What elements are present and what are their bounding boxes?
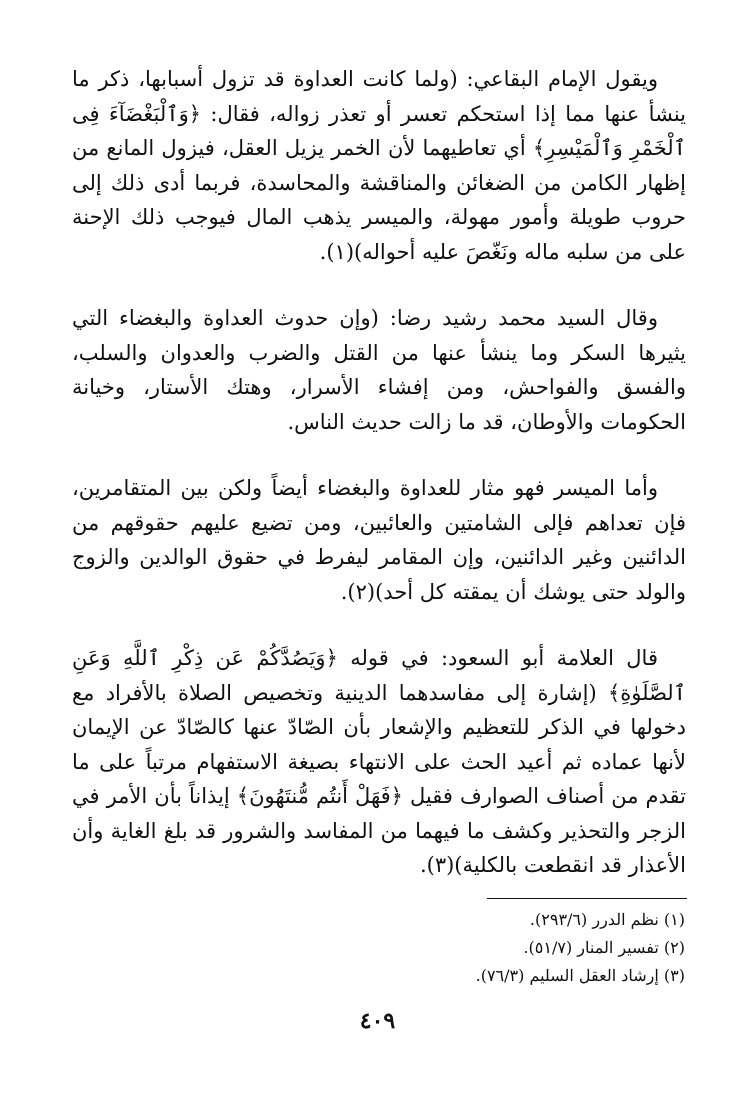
paragraph-rashid-rida: وقال السيد محمد رشيد رضا: (وإن حدوث العداوة والبغضاء التي يثيرها السكر وما ينشأ عنها من القتل والضرب والعدوان والسلب، والفسق والفواحش، ومن إفشاء الأسرار، وهتك الأستار، وخيانة الحكومات والأوطان، قد ما زالت حديث الناس. bbox=[72, 306, 686, 434]
paragraph-abu-saud: قال العلامة أبو السعود: في قوله ﴿وَيَصُدَّكُمْ عَن ذِكْرِ ٱللَّهِ وَعَنِ ٱلصَّلَوٰةِ﴾ (إشارة إلى مفاسدهما الدينية وتخصيص الصلاة بالأفراد مع دخولها في الذكر للتعظيم والإشعار بأن الصّادّ عنها كالصّادّ عن الإيمان لأنها عماده ثم أعيد الحث على الانتهاء بصيغة الاستفهام مرتباً على ما تقدم من أصناف الصوارف فقيل ﴿فَهَلْ أَنتُم مُّنتَهُونَ﴾ إيذاناً بأن الأمر في الزجر والتحذير وكشف ما فيهما من المفاسد والشرور قد بلغ الغاية وأن الأعذار قد انقطعت بالكلية)(٣). bbox=[72, 646, 686, 877]
footnotes bbox=[285, 906, 685, 990]
footnote-divider bbox=[487, 898, 687, 899]
footnote-3: (٣) إرشاد العقل السليم (٧٦/٣). bbox=[475, 966, 685, 985]
footnote-1: (١) نظم الدرر (٢٩٣/٦). bbox=[529, 910, 685, 929]
page-number: ٤٠٩ bbox=[359, 1008, 396, 1034]
footnote-2: (٢) تفسير المنار (٥١/٧). bbox=[523, 938, 685, 957]
main-text bbox=[72, 62, 686, 915]
paragraph-biqai: ويقول الإمام البقاعي: (ولما كانت العداوة قد تزول أسبابها، ذكر ما ينشأ عنها مما إذا استحكم تعسر أو تعذر زواله، فقال: ﴿وَٱلْبَغْضَآءَ فِى ٱلْخَمْرِ وَٱلْمَيْسِرِ﴾ أي تعاطيهما لأن الخمر يزيل العقل، فيزول المانع من إظهار الكامن من الضغائن والمناقشة والمحاسدة، فربما أدى ذلك إلى حروب طويلة وأمور مهولة، والميسر يذهب المال فيوجب ذلك الإحنة على من سلبه ماله ونَغّصَ عليه أحواله)(١). bbox=[72, 67, 687, 264]
paragraph-maysir: وأما الميسر فهو مثار للعداوة والبغضاء أيضاً ولكن بين المتقامرين، فإن تعداهم فإلى الشامتين والعائبين، ومن تضيع عليهم حقوقهم من الدائنين وغير الدائنين، وإن المقامر ليفرط في حقوق الوالدين والزوج والولد حتى يوشك أن يمقته كل أحد)(٢). bbox=[72, 476, 686, 604]
